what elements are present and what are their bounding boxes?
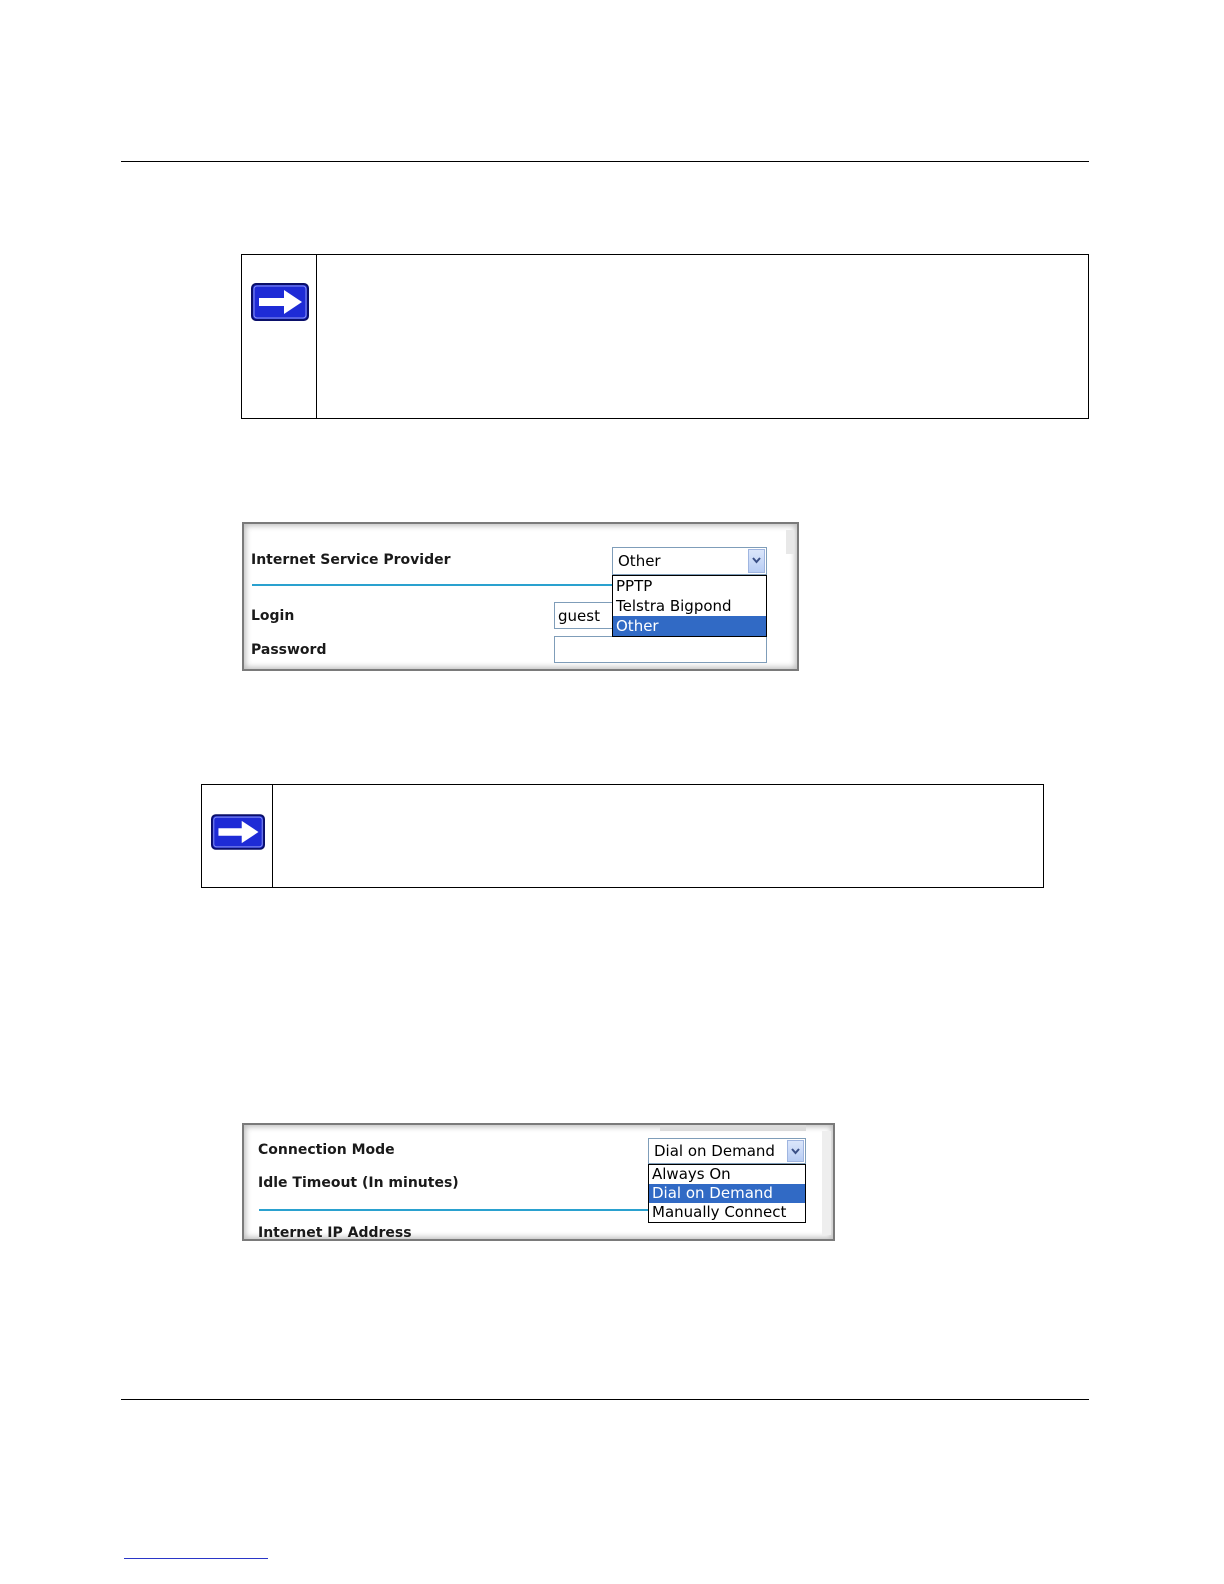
isp-dropdown-list[interactable] <box>612 575 767 637</box>
connection-mode-value: Dial on Demand <box>654 1142 775 1160</box>
footer-rule <box>121 1399 1089 1400</box>
toolbar-stub <box>660 1125 806 1131</box>
login-label: Login <box>251 608 295 624</box>
note-icon-cell <box>202 785 273 887</box>
connection-mode-dropdown[interactable] <box>648 1164 806 1223</box>
mode-option-selected[interactable]: Dial on Demand <box>649 1184 805 1203</box>
isp-label: Internet Service Provider <box>251 552 451 568</box>
arrow-right-icon <box>251 283 309 321</box>
scrollbar[interactable] <box>822 1131 831 1235</box>
mode-option[interactable]: Manually Connect <box>652 1203 787 1221</box>
isp-settings-panel <box>242 522 799 671</box>
separator-line <box>259 1209 649 1211</box>
note-icon-cell <box>242 255 317 418</box>
isp-option[interactable]: Telstra Bigpond <box>616 597 732 615</box>
note-box <box>201 784 1044 888</box>
connection-mode-label: Connection Mode <box>258 1142 395 1158</box>
isp-selected-value: Other <box>618 552 661 570</box>
separator-line <box>252 584 614 586</box>
password-input[interactable] <box>554 636 767 663</box>
idle-timeout-label: Idle Timeout (In minutes) <box>258 1175 459 1191</box>
isp-option-selected[interactable]: Other <box>613 616 766 636</box>
isp-select[interactable] <box>612 547 767 575</box>
chevron-down-icon[interactable] <box>748 549 765 573</box>
scrollbar[interactable] <box>786 530 794 554</box>
login-value: guest <box>558 607 600 625</box>
footer-link-underline[interactable] <box>124 1558 268 1559</box>
connection-mode-select[interactable] <box>648 1138 806 1164</box>
isp-option[interactable]: PPTP <box>616 577 653 595</box>
chevron-down-icon[interactable] <box>787 1140 804 1162</box>
note-box <box>241 254 1089 419</box>
internet-ip-label: Internet IP Address <box>258 1225 412 1241</box>
password-label: Password <box>251 642 327 658</box>
header-rule <box>121 161 1089 162</box>
connection-mode-panel <box>242 1123 835 1241</box>
arrow-right-icon <box>211 814 265 850</box>
mode-option[interactable]: Always On <box>652 1165 731 1183</box>
